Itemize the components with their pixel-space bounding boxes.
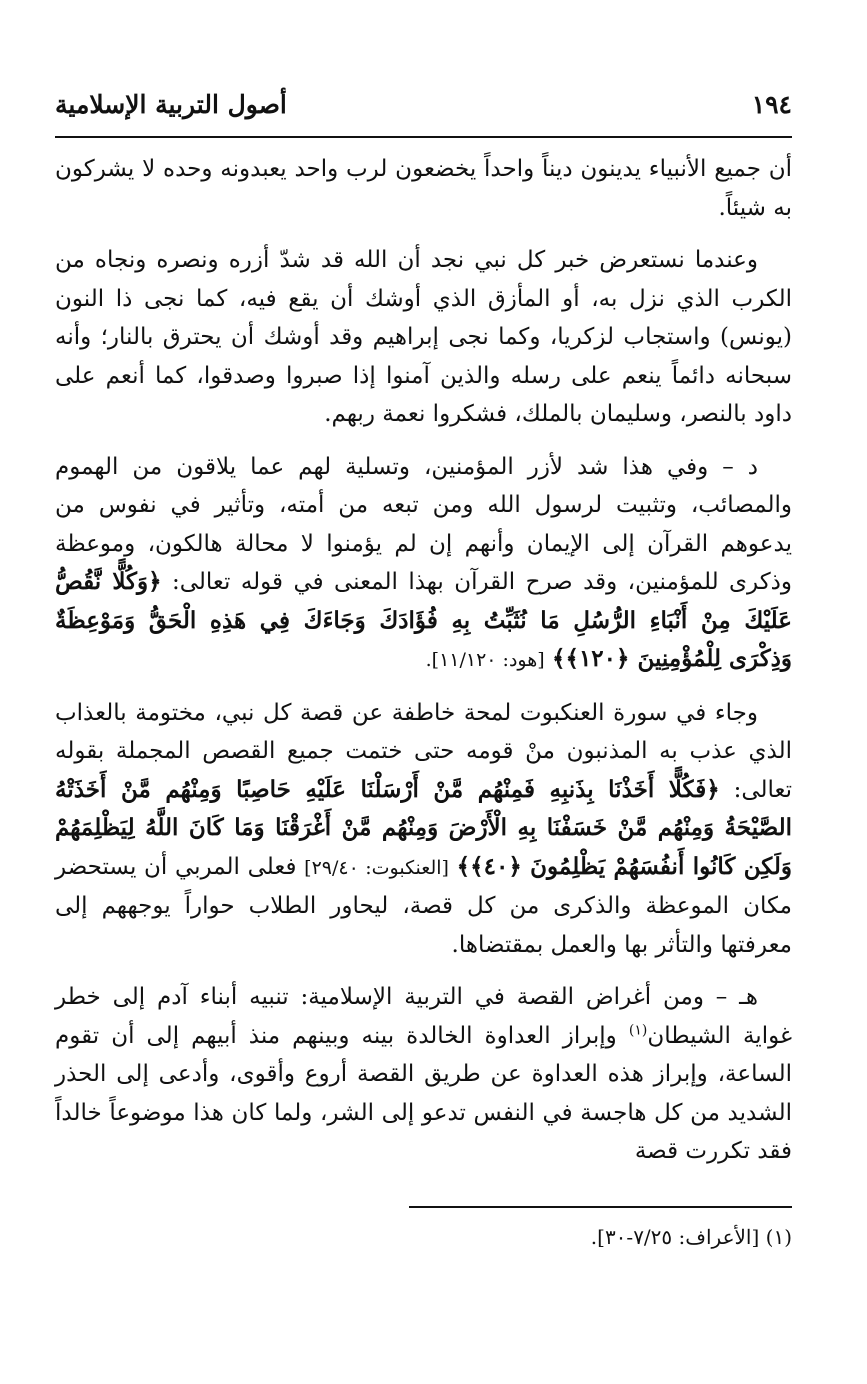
paragraph-5 [55, 978, 792, 1171]
paragraph-3-text: د – وفي هذا شد لأزر المؤمنين، وتسلية لهم عما يلاقون من الهموم والمصائب، وتثبيت لرسول الله ومن تبعه من أمته، وتأثير في نفوس من يدعوهم القرآن إلى الإيمان وأنهم إن لم يؤمنوا لا محالة هالكون، وموعظة وذكرى للمؤمنين، وقد صرح القرآن بهذا المعنى في قوله تعالى: [55, 453, 793, 595]
paragraph-1: أن جميع الأنبياء يدينون ديناً واحداً يخضعون لرب واحد يعبدونه وحده لا يشركون به شيئاً. [55, 156, 792, 221]
paragraph-2: وعندما نستعرض خبر كل نبي نجد أن الله قد شدّ أزره ونصره ونجاه من الكرب الذي نزل به، أو المأزق الذي أوشك أن يقع فيه، كما نجى ذا النون (يونس) واستجاب لزكريا، وكما نجى إبراهيم وقد أوشك أن يحترق بالنار؛ وأنه سبحانه دائماً ينعم على رسله والذين آمنوا إذا صبروا وصدقوا، كما أنعم على داود بالنصر، وسليمان بالملك، فشكروا نعمة ربهم. [55, 247, 792, 427]
page-body [55, 150, 792, 1185]
footnote-marker[interactable]: (١) [628, 1021, 648, 1038]
verse-reference-hud: [هود: ١١/١٢٠]. [425, 649, 545, 671]
footnote-rule [409, 1206, 792, 1208]
paragraph-3 [55, 448, 792, 680]
paragraph-5-tail: وإبراز العداوة الخالدة بينه وبينهم منذ أبيهم إلى أن تقوم الساعة، وإبراز هذه العداوة عن طريق القصة أروع وأقوى، وأدعى إلى الحذر الشديد من كل هاجسة في النفس تدعو إلى الشر، ولما كان هذا موضوعاً خالداً فقد تكررت قصة [55, 1022, 792, 1164]
page-header [55, 84, 792, 124]
verse-reference-ankabut: [العنكبوت: ٢٩/٤٠] [304, 856, 449, 879]
paragraph-4-tail: فعلى المربي أن يستحضر مكان الموعظة والذكرى من كل قصة، ليحاور الطلاب حواراً يوجههم إلى معرفتها والتأثر بها والعمل بمقتضاها. [55, 853, 792, 958]
page-number: ١٩٤ [751, 89, 792, 119]
footnote: (١) [الأعراف: ٧/٢٥-٣٠]. [590, 1225, 792, 1249]
quran-verse-ankabut: ﴿فَكُلًّا أَخَذْنَا بِذَنبِهِ فَمِنْهُم مَّنْ أَرْسَلْنَا عَلَيْهِ حَاصِبًا وَمِنْهُم مَّنْ أَخَذَتْهُ الصَّيْحَةُ وَمِنْهُم مَّنْ خَسَفْنَا بِهِ الْأَرْضَ وَمِنْهُم مَّنْ أَغْرَقْنَا وَمَا كَانَ اللَّهُ لِيَظْلِمَهُمْ وَلَكِن كَانُوا أَنفُسَهُمْ يَظْلِمُونَ ﴿٤٠﴾﴾ [55, 775, 793, 880]
quran-verse-hud: ﴿وَكُلًّا نَّقُصُّ عَلَيْكَ مِنْ أَنْبَاءِ الرُّسُلِ مَا نُثَبِّتُ بِهِ فُؤَادَكَ وَجَاءَكَ فِي هَذِهِ الْحَقُّ وَمَوْعِظَةٌ وَذِكْرَى لِلْمُؤْمِنِينَ ﴿١٢٠﴾﴾ [55, 568, 792, 672]
running-title: أصول التربية الإسلامية [55, 89, 287, 119]
paragraph-4-text: وجاء في سورة العنكبوت لمحة خاطفة عن قصة كل نبي، مختومة بالعذاب الذي عذب به المذنبون منْ قومه حتى ختمت جميع القصص المجملة بقوله تعالى: [55, 699, 793, 803]
paragraph-5-text: هـ – ومن أغراض القصة في التربية الإسلامية: تنبيه أبناء آدم إلى خطر غواية الشيطان [55, 984, 793, 1049]
paragraph-4 [55, 694, 792, 965]
header-rule [55, 136, 792, 138]
